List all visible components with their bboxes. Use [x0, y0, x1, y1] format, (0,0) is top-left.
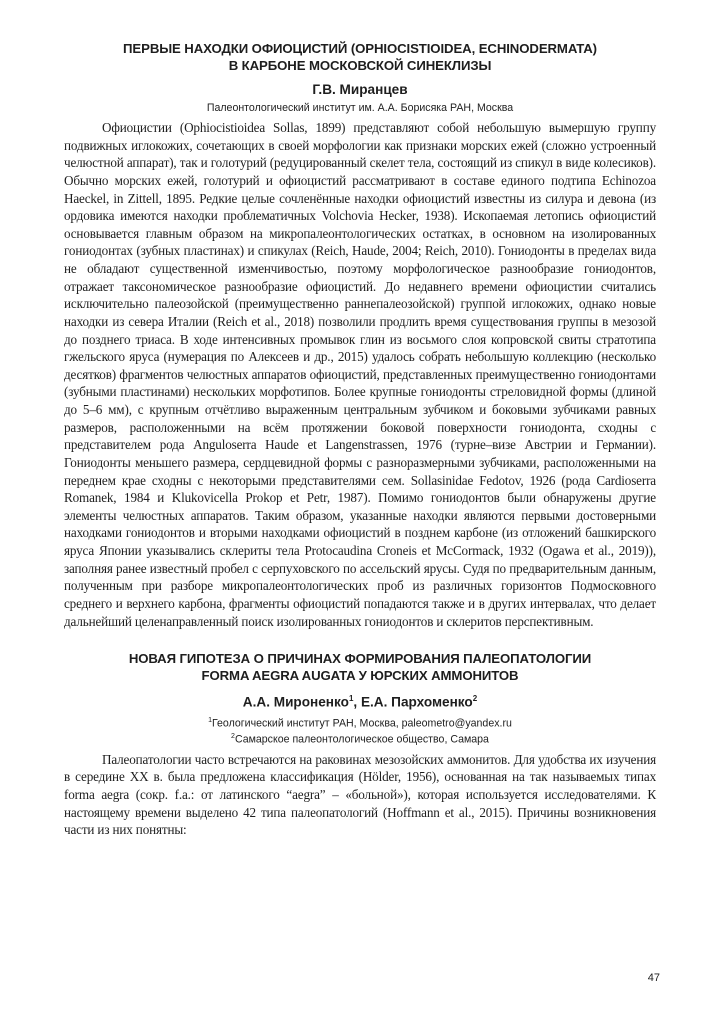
article-title [64, 40, 656, 74]
article-author: Г.В. Миранцев [312, 82, 408, 97]
page-content [64, 40, 656, 839]
article-title-line-2: В КАРБОНЕ МОСКОВСКОЙ СИНЕКЛИЗЫ [228, 58, 492, 73]
author-name: А.А. Мироненко [242, 694, 349, 710]
affiliation-text: Геологический институт РАН, Москва, paleometro@yandex.ru [212, 717, 512, 730]
article-ophiocistioidea [64, 40, 656, 630]
author-separator: , [353, 694, 361, 710]
article-ammonites [64, 650, 656, 839]
article-body-paragraph: Палеопатологии часто встречаются на раковинах мезозойских аммонитов. Для удобства их изучения в середине XX в. была предложена классификация (Hölder, 1956), основанная на так называемых типах forma aegra (сокр. f.a.: от латинского “aegra” – «больной»), которая используется исследователями. К настоящему времени выделено 42 типа палеопатологий (Hoffmann et al., 2015). Причины возникновения части из них понятны: [64, 751, 656, 838]
article-title-line-1: ПЕРВЫЕ НАХОДКИ ОФИОЦИСТИЙ (OPHIOCISTIOIDEA, ECHINODERMATA) [123, 41, 597, 56]
article-affiliation [64, 714, 656, 731]
affiliation-text: Самарское палеонтологическое общество, Самара [234, 733, 489, 746]
article-body-paragraph: Офиоцистии (Ophiocistioidea Sollas, 1899) представляют собой небольшую вымершую группу подвижных иглокожих, сочетающих в своей морфологии как признаки морских ежей (сложно устроенный челюстной аппарат), так и голотурий (редуцированный скелет тела, состоящий из спикул в виде колесиков). Обычно морских ежей, голотурий и офиоцистий рассматривают в составе единого подтипа Echinozoa Haeckel, in Zittell, 1895. Редкие целые сочленённые находки офиоцистий известны из силура и девона (из ордовика имеются находки проблематичных Volchovia Hecker, 1938). Ископаемая летопись офиоцистий основывается главным образом на микропалеонтологических остатках, в основном на изолированных гониодонтах (зубных пластинах) и спикулах (Reich, Haude, 2004; Reich, 2010). Гониодонты в пределах вида не обладают существенной изменчивостью, поэтому морфологическое разнообразие гониодонтов, отражает таксономическое разнообразие офиоцистий. До недавнего времени офиоцистии считались исключительно палеозойской (преимущественно раннепалеозойской) группой иглокожих, однако новые находки из севера Италии (Reich et al., 2018) позволили продлить время существования группы в мезозой до позднего триаса. В ходе интенсивных промывок глин из восьмого слоя копровской свиты стратотипа гжельского яруса (нумерация по Алексеев и др., 2015) удалось собрать небольшую коллекцию (несколько десятков) фрагментов челюстных аппаратов офиоцистий, представленных преимущественно гониодонтами (зубными пластинами) нескольких морфотипов. Более крупные гониодонты стреловидной формы (длиной до 5–6 мм), с крупным отчётливо выраженным центральным зубчиком и боковыми зубчиками равных размеров, расположенными на всём протяжении боковой поверхности гониодонта, сходны с представителем рода Anguloserra Haude et Langenstrassen, 1976 (турне–визе Австрии и Германии). Гониодонты меньшего размера, сердцевидной формы с разноразмерными зубчиками, расположенными на переднем крае сходны с некоторыми представителями сем. Sollasinidae Fedotov, 1926 (рода Cardioserra Romanek, 1984 и Klukovicella Prokop et Petr, 1987). Помимо гониодонтов были обнаружены другие элементы челюстных аппаратов. Таким образом, указанные находки являются первыми достоверными находками гониодонтов и вторыми находками офиоцистий в позднем карбоне (из отложений башкирского яруса Японии указывались склериты тела Protocaudina Croneis et McCormack, 1932 (Ogawa et al., 2019)), заполняя ранее известный пробел с серпуховского по ассельский ярусы. Судя по предварительным данным, полученным при разборе микропалеонтологических проб из различных горизонтов Подмосковного среднего и верхнего карбона, фрагменты офиоцистий попадаются также и в других интервалах, что делает дальнейший целенаправленный поиск изолированных гониодонтов и склеритов перспективным. [64, 120, 656, 629]
article-affiliation: Палеонтологический институт им. А.А. Борисяка РАН, Москва [206, 102, 514, 114]
author-affiliation-marker: 2 [472, 694, 478, 704]
article-title-line-1: НОВАЯ ГИПОТЕЗА О ПРИЧИНАХ ФОРМИРОВАНИЯ ПАЛЕОПАТОЛОГИИ [128, 651, 592, 667]
article-affiliation [64, 730, 656, 747]
author-affiliation-marker: 1 [348, 694, 354, 704]
affiliation-marker: 1 [208, 716, 213, 724]
article-authors [64, 694, 656, 710]
article-title [64, 650, 656, 684]
affiliation-marker: 2 [231, 733, 235, 741]
author-name: Е.А. Пархоменко [360, 694, 473, 710]
article-title-line-2: FORMA AEGRA AUGATA У ЮРСКИХ АММОНИТОВ [201, 668, 519, 684]
page-number: 47 [647, 972, 660, 984]
